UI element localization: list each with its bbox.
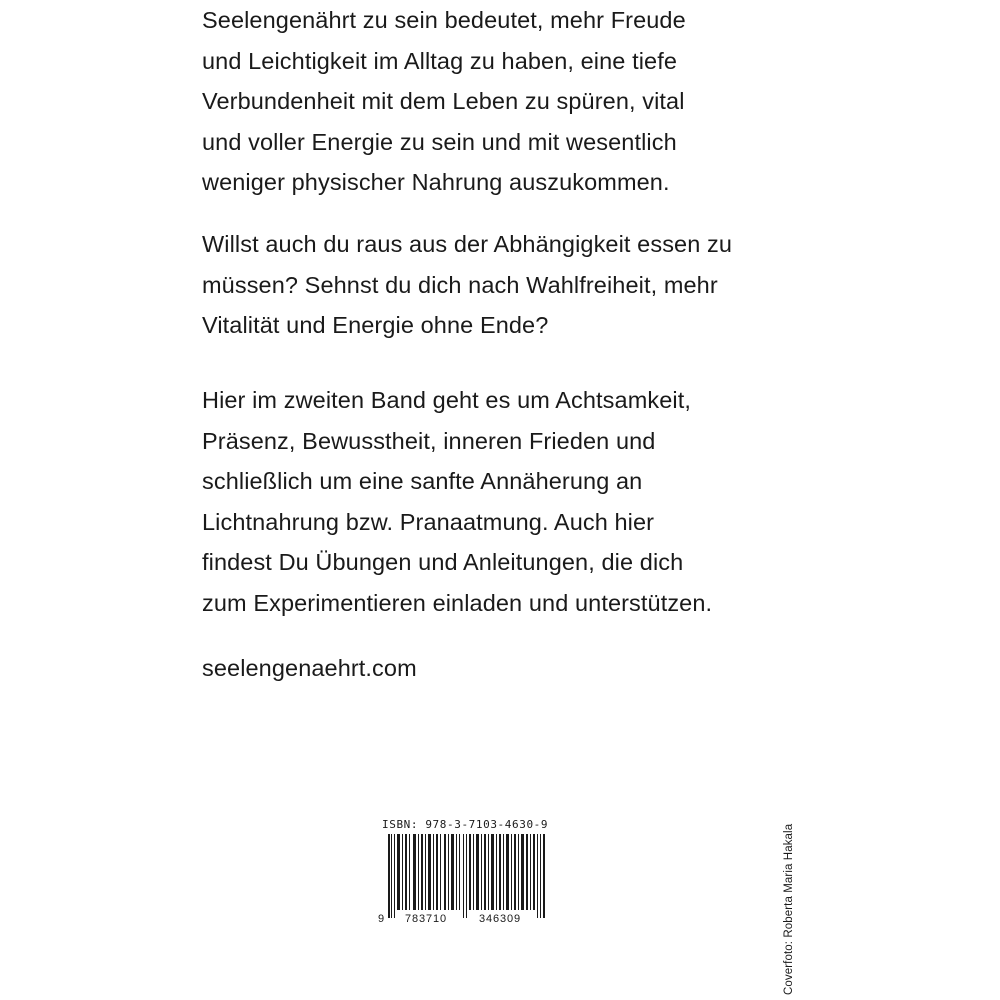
barcode-bar: [473, 834, 474, 910]
barcode-bar: [456, 834, 457, 910]
text-line: und voller Energie zu sein und mit wesentlich: [202, 128, 677, 155]
barcode-bar: [402, 834, 403, 910]
text-line: Lichtnahrung bzw. Pranaatmung. Auch hier: [202, 508, 655, 535]
barcode-bar: [440, 834, 441, 910]
barcode-bar: [444, 834, 446, 910]
text-line: zum Experimentieren einladen und unterstützen.: [202, 589, 713, 616]
barcode-bar: [476, 834, 479, 910]
barcode-bar: [391, 834, 392, 918]
text-line: Präsenz, Bewusstheit, inneren Frieden und: [202, 427, 656, 454]
barcode-bar: [540, 834, 541, 918]
barcode-bar: [543, 834, 545, 918]
text-line: weniger physischer Nahrung auszukommen.: [202, 169, 670, 195]
barcode-bar: [530, 834, 531, 910]
barcode-bar: [506, 834, 509, 910]
text-line: Vitalität und Energie ohne Ende?: [202, 312, 549, 338]
barcode-left-digits: 783710: [404, 913, 448, 925]
barcode-bar: [405, 834, 407, 910]
barcode-bar: [466, 834, 467, 918]
barcode-bar: [511, 834, 512, 910]
barcode-bar: [413, 834, 416, 910]
barcode-bar: [518, 834, 519, 910]
website-text: seelengenaehrt.com: [202, 655, 417, 681]
barcode-bar: [469, 834, 471, 910]
barcode: [378, 834, 554, 926]
barcode-bar: [397, 834, 400, 910]
barcode-bar: [537, 834, 538, 918]
barcode-bar: [484, 834, 486, 910]
barcode-bar: [394, 834, 395, 918]
text-line: Verbundenheit mit dem Leben zu spüren, vital: [202, 88, 685, 114]
barcode-bar: [533, 834, 535, 910]
barcode-bars: [388, 834, 545, 918]
text-line: schließlich um eine sanfte Annäherung an: [202, 468, 643, 494]
barcode-lead-digit: 9: [378, 913, 385, 925]
isbn-label: ISBN: 978-3-7103-4630-9: [382, 818, 549, 831]
barcode-bar: [514, 834, 516, 910]
barcode-bar: [526, 834, 528, 910]
barcode-bar: [451, 834, 454, 910]
text-line: findest Du Übungen und Anleitungen, die dich: [202, 549, 684, 575]
text-line: Seelengenährt zu sein bedeutet, mehr Freude: [202, 7, 686, 33]
barcode-bar: [436, 834, 438, 910]
barcode-bar: [448, 834, 449, 910]
text-line: Willst auch du raus aus der Abhängigkeit essen zu: [202, 231, 733, 257]
barcode-bar: [421, 834, 423, 910]
barcode-bar: [496, 834, 497, 910]
barcode-right-digits: 346309: [478, 913, 522, 925]
paragraph-intro: [202, 0, 686, 203]
barcode-bar: [499, 834, 501, 910]
text-line: und Leichtigkeit im Alltag zu haben, eine tiefe: [202, 47, 678, 74]
paragraph-question: [202, 224, 732, 346]
text-line: Hier im zweiten Band geht es um Achtsamkeit,: [202, 387, 691, 413]
barcode-bar: [428, 834, 431, 910]
barcode-bar: [488, 834, 489, 910]
barcode-bar: [433, 834, 434, 910]
barcode-bar: [425, 834, 426, 910]
barcode-bar: [418, 834, 419, 910]
text-line: müssen? Sehnst du dich nach Wahlfreiheit, mehr: [202, 271, 718, 298]
website-url: [202, 648, 417, 689]
barcode-bar: [491, 834, 494, 910]
barcode-bar: [521, 834, 524, 910]
photo-credit: Coverfoto: Roberta Maria Hakala: [783, 823, 795, 995]
barcode-bar: [459, 834, 460, 910]
barcode-bar: [388, 834, 390, 918]
barcode-bar: [481, 834, 482, 910]
barcode-bar: [463, 834, 464, 918]
barcode-bar: [409, 834, 410, 910]
barcode-bar: [503, 834, 504, 910]
paragraph-description: [202, 380, 712, 623]
